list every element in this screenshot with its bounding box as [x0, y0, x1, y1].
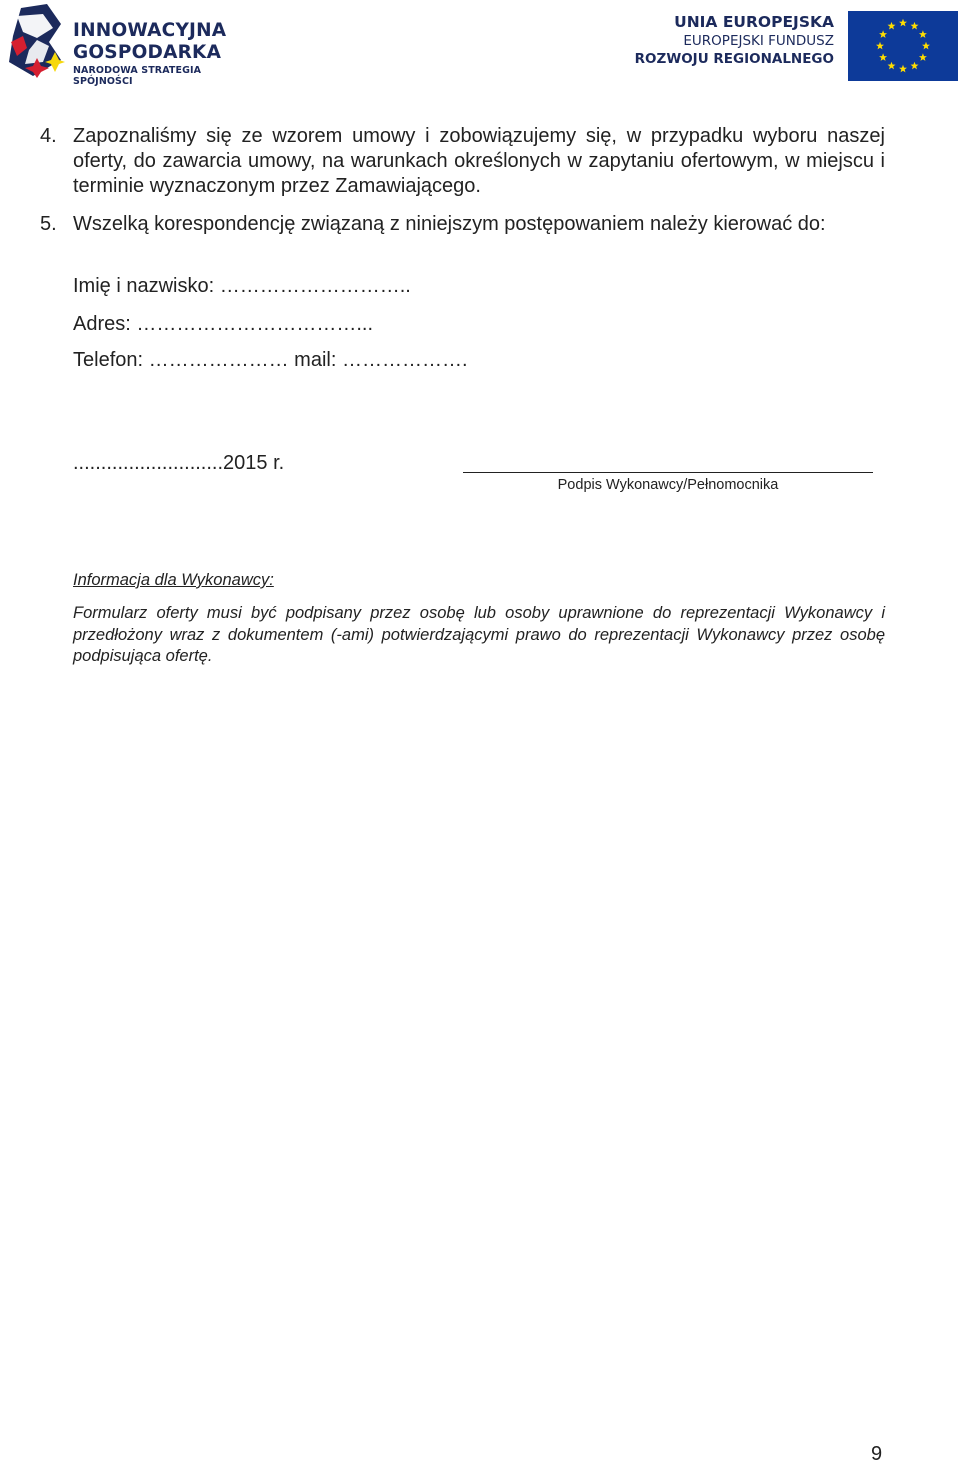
item-text: Zapoznaliśmy się ze wzorem umowy i zobowiązujemy się, w przypadku wyboru naszej oferty, do zawarcia umowy, na warunkach określonych w zapytaniu ofertowym, w miejscu i terminie wyznaczonym przez Zamawiającego. [73, 125, 885, 197]
stars-emblem-icon [3, 2, 73, 80]
name-field: Imię i nazwisko: ……………………….. [73, 275, 411, 297]
item-5 [40, 212, 885, 237]
address-field: Adres: ……………………………... [73, 313, 374, 335]
item-text: Wszelką korespondencję związaną z niniejszym postępowaniem należy kierować do: [73, 213, 826, 235]
eu-flag-icon [848, 11, 958, 81]
logo-line-strategia: NARODOWA STRATEGIA SPÓJNOŚCI [73, 65, 202, 87]
eu-logo-line-1: UNIA EUROPEJSKA [674, 13, 834, 31]
signature-label: Podpis Wykonawcy/Pełnomocnika [557, 477, 779, 493]
phone-mail-field: Telefon: ………………… mail: ………………. [73, 349, 468, 371]
logo-line-gospodarka: GOSPODARKA [73, 42, 222, 63]
signature-line [463, 472, 873, 473]
page-number: 9 [871, 1443, 883, 1465]
date-line: ...........................2015 r. [73, 452, 285, 474]
logo-line-innowacyjna: INNOWACYJNA [73, 20, 227, 41]
item-4 [40, 124, 885, 199]
item-number: 5. [40, 213, 57, 235]
eu-logo-text [635, 12, 834, 68]
eu-logo-line-2: EUROPEJSKI FUNDUSZ [683, 33, 834, 49]
innowacyjna-gospodarka-logo [3, 2, 253, 87]
eu-logo-line-3: ROZWOJU REGIONALNEGO [634, 51, 834, 67]
info-body: Formularz oferty musi być podpisany przez osobę lub osoby uprawnione do reprezentacji Wykonawcy i przedłożony wraz z dokumentem (-ami) potwierdzającymi prawo do reprezentacji Wykonawcy przez osobę podpisująca ofertę. [73, 604, 885, 665]
info-title: Informacja dla Wykonawcy: [73, 571, 274, 589]
item-number: 4. [40, 125, 57, 147]
